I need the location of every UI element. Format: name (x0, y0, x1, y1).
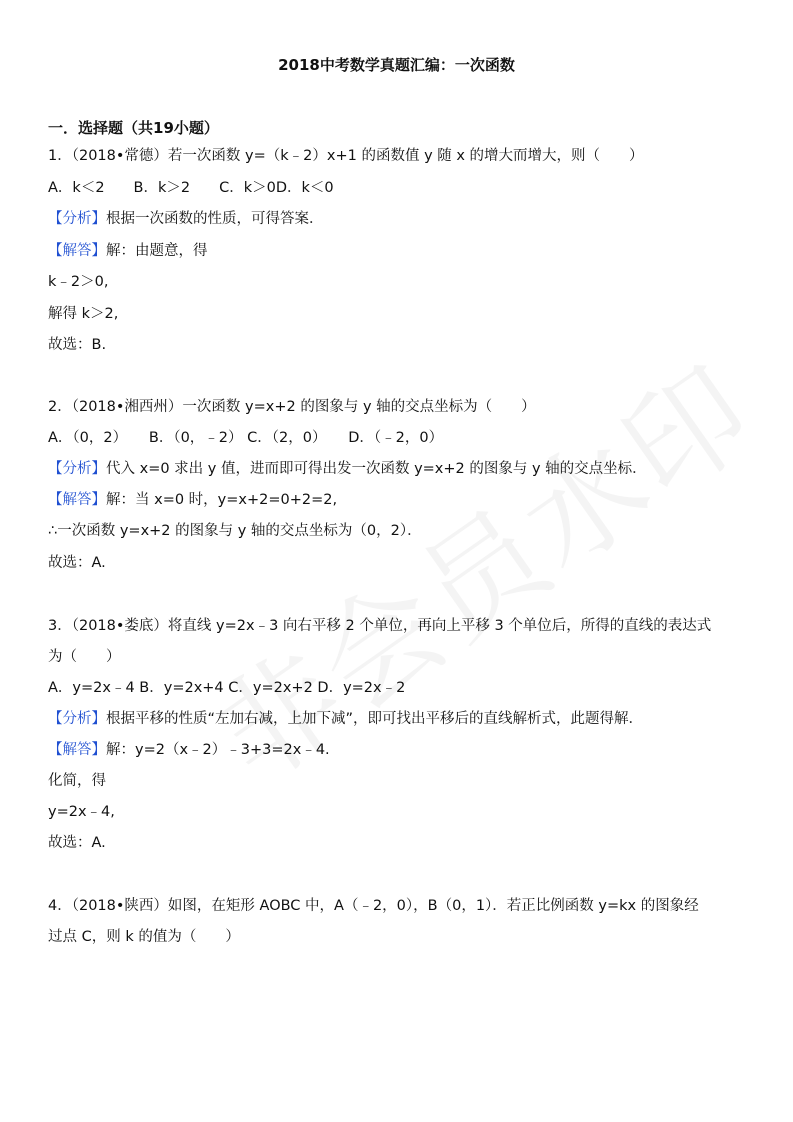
q3-solution (48, 740, 330, 760)
q4-stem: 4．（2018•陕西）如图，在矩形 AOBC 中，A（﹣2，0），B（0，1）．若正比例函数 y=kx 的图象经 (48, 898, 699, 914)
page-title: 2018中考数学真题汇编：一次函数 (278, 56, 515, 74)
q1-answer: 故选：B. (48, 337, 107, 353)
analysis-tag: 【分析】 (48, 211, 106, 227)
q2-analysis (48, 459, 647, 479)
analysis-tag: 【分析】 (48, 711, 106, 727)
q3-stem-cont: 为（ ） (48, 649, 121, 665)
q3-step: y=2x﹣4, (48, 804, 115, 820)
q1-analysis (48, 209, 324, 229)
q1-solution (48, 241, 208, 261)
q1-analysis-text: 根据一次函数的性质，可得答案． (106, 211, 324, 227)
q2-options: A．（0，2） B．（0，﹣2） C．（2，0） D．（﹣2，0） (48, 430, 444, 446)
q2-answer: 故选：A. (48, 555, 106, 571)
q1-step: 解得 k＞2, (48, 306, 119, 322)
q2-analysis-text: 代入 x=0 求出 y 值，进而即可得出发一次函数 y=x+2 的图象与 y 轴的交点坐标． (106, 461, 647, 477)
q1-step: k﹣2＞0, (48, 274, 109, 290)
q3-solution-text: 解：y=2（x﹣2）﹣3+3=2x﹣4. (106, 742, 330, 758)
q3-answer: 故选：A. (48, 835, 106, 851)
q3-step: 化简，得 (48, 773, 106, 789)
q3-analysis-text: 根据平移的性质“左加右减，上加下减”，即可找出平移后的直线解析式，此题得解． (106, 711, 644, 727)
q1-stem: 1．（2018•常德）若一次函数 y=（k﹣2）x+1 的函数值 y 随 x 的增大而增大，则（ ） (48, 148, 644, 164)
q3-analysis (48, 709, 643, 729)
q2-solution (48, 490, 337, 510)
solution-tag: 【解答】 (48, 243, 106, 259)
q1-options: A．k＜2 B．k＞2 C．k＞0D．k＜0 (48, 180, 334, 196)
q2-stem: 2．（2018•湘西州）一次函数 y=x+2 的图象与 y 轴的交点坐标为（ ） (48, 399, 536, 415)
q2-solution-text: 解：当 x=0 时，y=x+2=0+2=2, (106, 492, 338, 508)
section-heading: 一．选择题（共19小题） (48, 119, 219, 137)
q4-stem-cont: 过点 C，则 k 的值为（ ） (48, 929, 240, 945)
q3-stem: 3．（2018•娄底）将直线 y=2x﹣3 向右平移 2 个单位，再向上平移 3 个单位后，所得的直线的表达式 (48, 618, 712, 634)
solution-tag: 【解答】 (48, 742, 106, 758)
q3-options: A．y=2x﹣4 B．y=2x+4 C．y=2x+2 D．y=2x﹣2 (48, 680, 406, 696)
q1-solution-text: 解：由题意，得 (106, 243, 208, 259)
solution-tag: 【解答】 (48, 492, 106, 508)
analysis-tag: 【分析】 (48, 461, 106, 477)
q2-step: ∴一次函数 y=x+2 的图象与 y 轴的交点坐标为（0，2）． (48, 523, 422, 539)
